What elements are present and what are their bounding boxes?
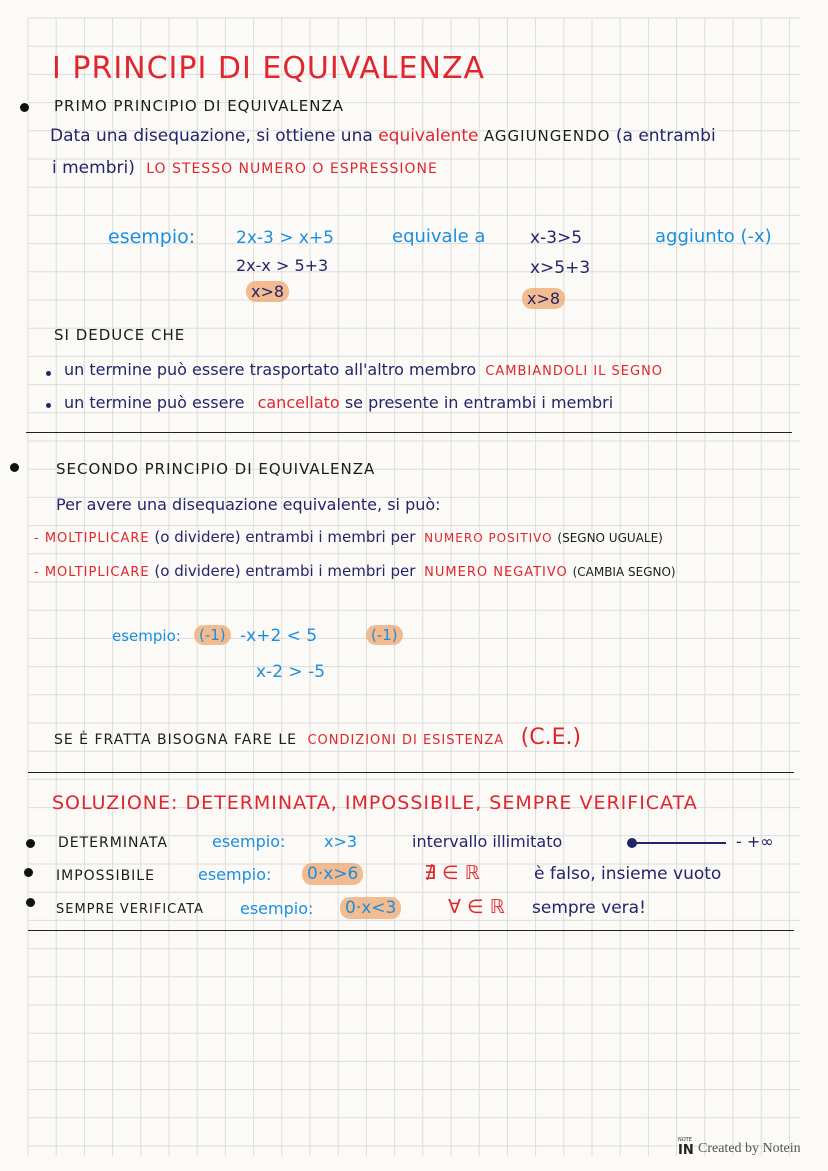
example-multiplier-left: (-1) (194, 628, 231, 643)
row-determinata-example: esempio: (212, 832, 286, 851)
example-right-3: x>8 (522, 291, 565, 307)
example-label: esempio: (108, 226, 196, 248)
divider (26, 432, 792, 433)
section2-heading: SECONDO PRINCIPIO DI EQUIVALENZA (56, 460, 376, 478)
bullet-dot (26, 839, 35, 848)
section2-dash-1: - MOLTIPLICARE (o dividere) entrambi i membri per NUMERO POSITIVO (SEGNO UGUALE) (34, 528, 663, 546)
section2-dash-2: - MOLTIPLICARE (o dividere) entrambi i membri per NUMERO NEGATIVO (CAMBIA SEGNO) (34, 562, 676, 580)
bullet-dot (46, 371, 51, 376)
example-label: esempio: (112, 627, 181, 645)
example-result: x-2 > -5 (256, 662, 326, 682)
row-determinata-note: intervallo illimitato (412, 832, 563, 851)
example-left-1: 2x-3 > x+5 (236, 228, 334, 248)
example-left-3: x>8 (246, 284, 289, 300)
aggiunto-note: aggiunto (-x) (655, 226, 772, 247)
row-impossibile-note: è falso, insieme vuoto (534, 864, 722, 884)
row-determinata-expr: x>3 (324, 832, 358, 851)
section1-heading: PRIMO PRINCIPIO DI EQUIVALENZA (54, 97, 345, 115)
example-right-2: x>5+3 (530, 258, 591, 278)
example-left-2: 2x-x > 5+3 (236, 256, 329, 275)
bullet-dot (10, 463, 19, 472)
number-line-icon (624, 836, 734, 850)
row-sempre-label: SEMPRE VERIFICATA (56, 902, 204, 917)
section1-line2: i membri) LO STESSO NUMERO O ESPRESSIONE (52, 158, 438, 178)
bullet-dot (24, 868, 33, 877)
bullet-dot (20, 103, 29, 112)
infinity-label: - +∞ (736, 832, 774, 851)
row-determinata-label: DETERMINATA (58, 835, 168, 851)
row-impossibile-symbol: ∄ ∈ ℝ (424, 862, 480, 884)
divider (28, 772, 794, 773)
deduce-heading: SI DEDUCE CHE (54, 326, 186, 344)
fratta-note: SE È FRATTA BISOGNA FARE LE CONDIZIONI DI ESISTENZA (C.E.) (54, 725, 582, 750)
row-impossibile-expr: 0·x>6 (302, 866, 363, 883)
footer-credit: Created by Notein (698, 1141, 801, 1156)
divider (28, 930, 794, 931)
row-impossibile-label: IMPOSSIBILE (56, 868, 155, 884)
bullet-dot (46, 403, 51, 408)
bullet-dot (26, 898, 35, 907)
row-sempre-expr: 0·x<3 (340, 900, 401, 917)
deduce-bullet-1: un termine può essere trasportato all'altro membro CAMBIANDOLI IL SEGNO (64, 360, 664, 379)
example-expression: -x+2 < 5 (240, 626, 318, 646)
row-impossibile-example: esempio: (198, 865, 272, 884)
page-title: I PRINCIPI DI EQUIVALENZA (52, 51, 486, 86)
section2-intro: Per avere una disequazione equivalente, si può: (56, 495, 441, 514)
deduce-bullet-2: un termine può essere cancellato se presente in entrambi i membri (64, 393, 614, 412)
section3-heading: SOLUZIONE: DETERMINATA, IMPOSSIBILE, SEMPRE VERIFICATA (52, 792, 698, 814)
row-sempre-symbol: ∀ ∈ ℝ (448, 896, 505, 918)
notein-logo: NOTE IN (678, 1137, 694, 1158)
equivale-text: equivale a (392, 226, 486, 247)
section1-line1: Data una disequazione, si ottiene una equivalente AGGIUNGENDO (a entrambi (50, 126, 716, 146)
row-sempre-example: esempio: (240, 899, 314, 918)
example-right-1: x-3>5 (530, 228, 583, 248)
row-sempre-note: sempre vera! (532, 898, 646, 918)
example-multiplier-right: (-1) (366, 628, 403, 643)
